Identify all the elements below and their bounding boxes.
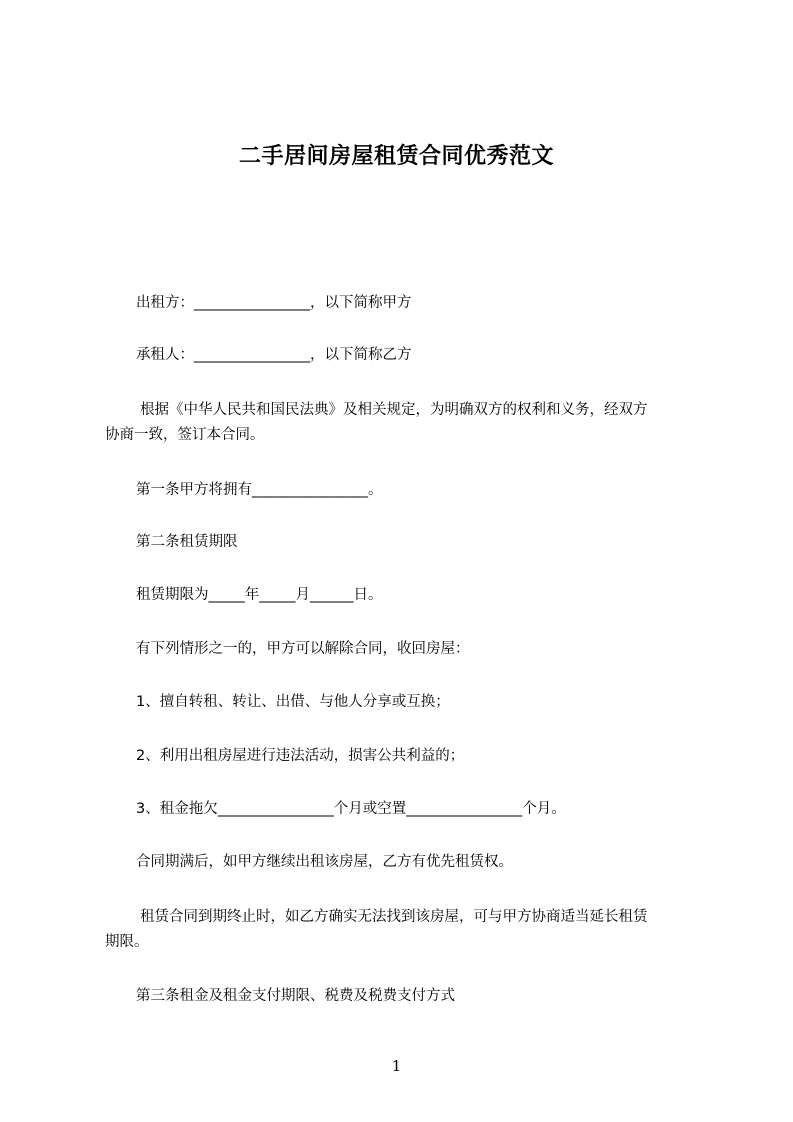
page-title: 二手居间房屋租赁合同优秀范文 [238,144,554,169]
article-2-heading: 第二条租赁期限 [136,534,238,550]
lessor-line: 出租方：________________，以下简称甲方 [136,295,412,311]
page-number: 1 [391,1057,402,1075]
renewal-line: 合同期满后，如甲方继续出租该房屋，乙方有优先租赁权。 [136,854,513,870]
basis-paragraph-line2: 协商一致，签订本合同。 [105,427,265,443]
extension-paragraph-line2: 期限。 [105,934,149,950]
article-3-heading: 第三条租金及租金支付期限、税费及税费支付方式 [136,988,455,1004]
article-1: 第一条甲方将拥有________________。 [136,482,383,498]
termination-intro: 有下列情形之一的，甲方可以解除合同，收回房屋： [136,641,470,657]
termination-item-2: 2、利用出租房屋进行违法活动，损害公共利益的； [136,748,465,764]
extension-paragraph-line1: 租赁合同到期终止时，如乙方确实无法找到该房屋，可与甲方协商适当延长租赁 [140,909,648,925]
basis-paragraph-line1: 根据《中华人民共和国民法典》及相关规定，为明确双方的权利和义务，经双方 [140,402,648,418]
termination-item-1: 1、擅自转租、转让、出借、与他人分享或互换； [136,694,450,710]
lease-term-line: 租赁期限为_____年_____月______日。 [136,587,383,603]
lessee-line: 承租人：________________，以下简称乙方 [136,347,412,363]
termination-item-3: 3、租金拖欠________________个月或空置________________个月。 [136,801,566,817]
